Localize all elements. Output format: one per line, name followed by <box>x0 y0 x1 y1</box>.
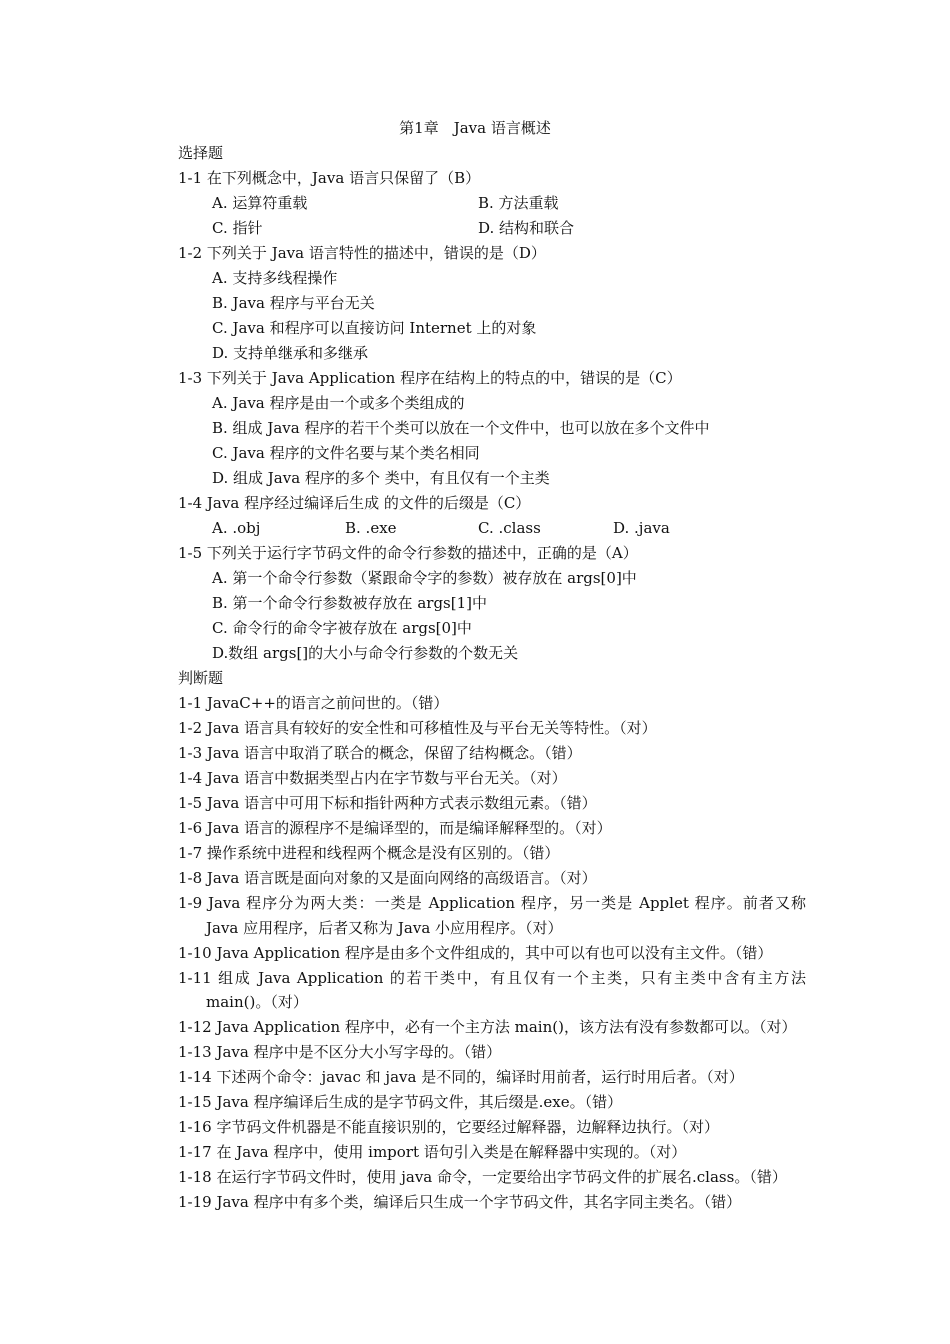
tf-item: 1-14 下述两个命令：javac 和 java 是不同的，编译时用前者，运行时用后者。（对） <box>178 1068 744 1086</box>
option: A. 支持多线程操作 <box>212 269 338 287</box>
section-heading-judge: 判断题 <box>178 669 224 687</box>
tf-item: 1-15 Java 程序编译后生成的是字节码文件，其后缀是.exe。（错） <box>178 1093 623 1111</box>
tf-item: 1-1 JavaC++的语言之前问世的。（错） <box>178 694 449 712</box>
option: D. 组成 Java 程序的多个 类中，有且仅有一个主类 <box>212 469 550 487</box>
tf-item: 1-16 字节码文件机器是不能直接识别的，它要经过解释器，边解释边执行。（对） <box>178 1118 719 1136</box>
question-stem: 1-1 在下列概念中，Java 语言只保留了（B） <box>178 169 481 187</box>
tf-item: 1-13 Java 程序中是不区分大小写字母的。（错） <box>178 1043 502 1061</box>
option: C. Java 和程序可以直接访问 Internet 上的对象 <box>212 319 537 337</box>
option: A. .obj <box>212 519 261 537</box>
tf-item: 1-5 Java 语言中可用下标和指针两种方式表示数组元素。（错） <box>178 794 597 812</box>
tf-item: 1-18 在运行字节码文件时，使用 java 命令，一定要给出字节码文件的扩展名.class。（错） <box>178 1168 787 1186</box>
chapter-title: 第1章 Java 语言概述 <box>399 119 551 137</box>
option: B. .exe <box>345 519 397 537</box>
tf-item: 1-8 Java 语言既是面向对象的又是面向网络的高级语言。（对） <box>178 869 597 887</box>
tf-item: 1-2 Java 语言具有较好的安全性和可移植性及与平台无关等特性。（对） <box>178 719 657 737</box>
tf-item: 1-11 组成 Java Application 的若干类中，有且仅有一个主类，只有主类中含有主方法 <box>178 969 806 987</box>
tf-item: 1-7 操作系统中进程和线程两个概念是没有区别的。（错） <box>178 844 560 862</box>
tf-item: 1-10 Java Application 程序是由多个文件组成的，其中可以有也可以没有主文件。（错） <box>178 944 773 962</box>
question-stem: 1-3 下列关于 Java Application 程序在结构上的特点的中，错误的是（C） <box>178 369 682 387</box>
tf-item: 1-6 Java 语言的源程序不是编译型的，而是编译解释型的。（对） <box>178 819 612 837</box>
option: B. 方法重载 <box>478 194 559 212</box>
option: D. 支持单继承和多继承 <box>212 344 369 362</box>
option: D.数组 args[]的大小与命令行参数的个数无关 <box>212 644 519 662</box>
tf-item: 1-4 Java 语言中数据类型占内在字节数与平台无关。（对） <box>178 769 567 787</box>
option: C. .class <box>478 519 541 537</box>
option: B. 组成 Java 程序的若干个类可以放在一个文件中，也可以放在多个文件中 <box>212 419 710 437</box>
option: D. .java <box>613 519 670 537</box>
option: C. 指针 <box>212 219 263 237</box>
tf-item: 1-9 Java 程序分为两大类：一类是 Application 程序，另一类是 Applet 程序。前者又称 <box>178 894 806 912</box>
question-stem: 1-4 Java 程序经过编译后生成 的文件的后缀是（C） <box>178 494 531 512</box>
question-stem: 1-5 下列关于运行字节码文件的命令行参数的描述中，正确的是（A） <box>178 544 638 562</box>
tf-item: 1-17 在 Java 程序中，使用 import 语句引入类是在解释器中实现的。（对） <box>178 1143 687 1161</box>
tf-item: 1-3 Java 语言中取消了联合的概念，保留了结构概念。（错） <box>178 744 582 762</box>
option: A. 运算符重载 <box>212 194 308 212</box>
section-heading-choice: 选择题 <box>178 144 224 162</box>
option: C. 命令行的命令字被存放在 args[0]中 <box>212 619 472 637</box>
tf-item: 1-12 Java Application 程序中，必有一个主方法 main()，该方法有没有参数都可以。（对） <box>178 1018 797 1036</box>
tf-item-continuation: Java 应用程序，后者又称为 Java 小应用程序。（对） <box>206 919 563 937</box>
tf-item-continuation: main()。（对） <box>206 993 308 1011</box>
option: A. 第一个命令行参数（紧跟命令字的参数）被存放在 args[0]中 <box>212 569 637 587</box>
option: B. 第一个命令行参数被存放在 args[1]中 <box>212 594 487 612</box>
tf-item: 1-19 Java 程序中有多个类，编译后只生成一个字节码文件，其名字同主类名。（错） <box>178 1193 742 1211</box>
question-stem: 1-2 下列关于 Java 语言特性的描述中，错误的是（D） <box>178 244 546 262</box>
option: A. Java 程序是由一个或多个类组成的 <box>212 394 465 412</box>
option: C. Java 程序的文件名要与某个类名相同 <box>212 444 480 462</box>
option: B. Java 程序与平台无关 <box>212 294 375 312</box>
option: D. 结构和联合 <box>478 219 575 237</box>
